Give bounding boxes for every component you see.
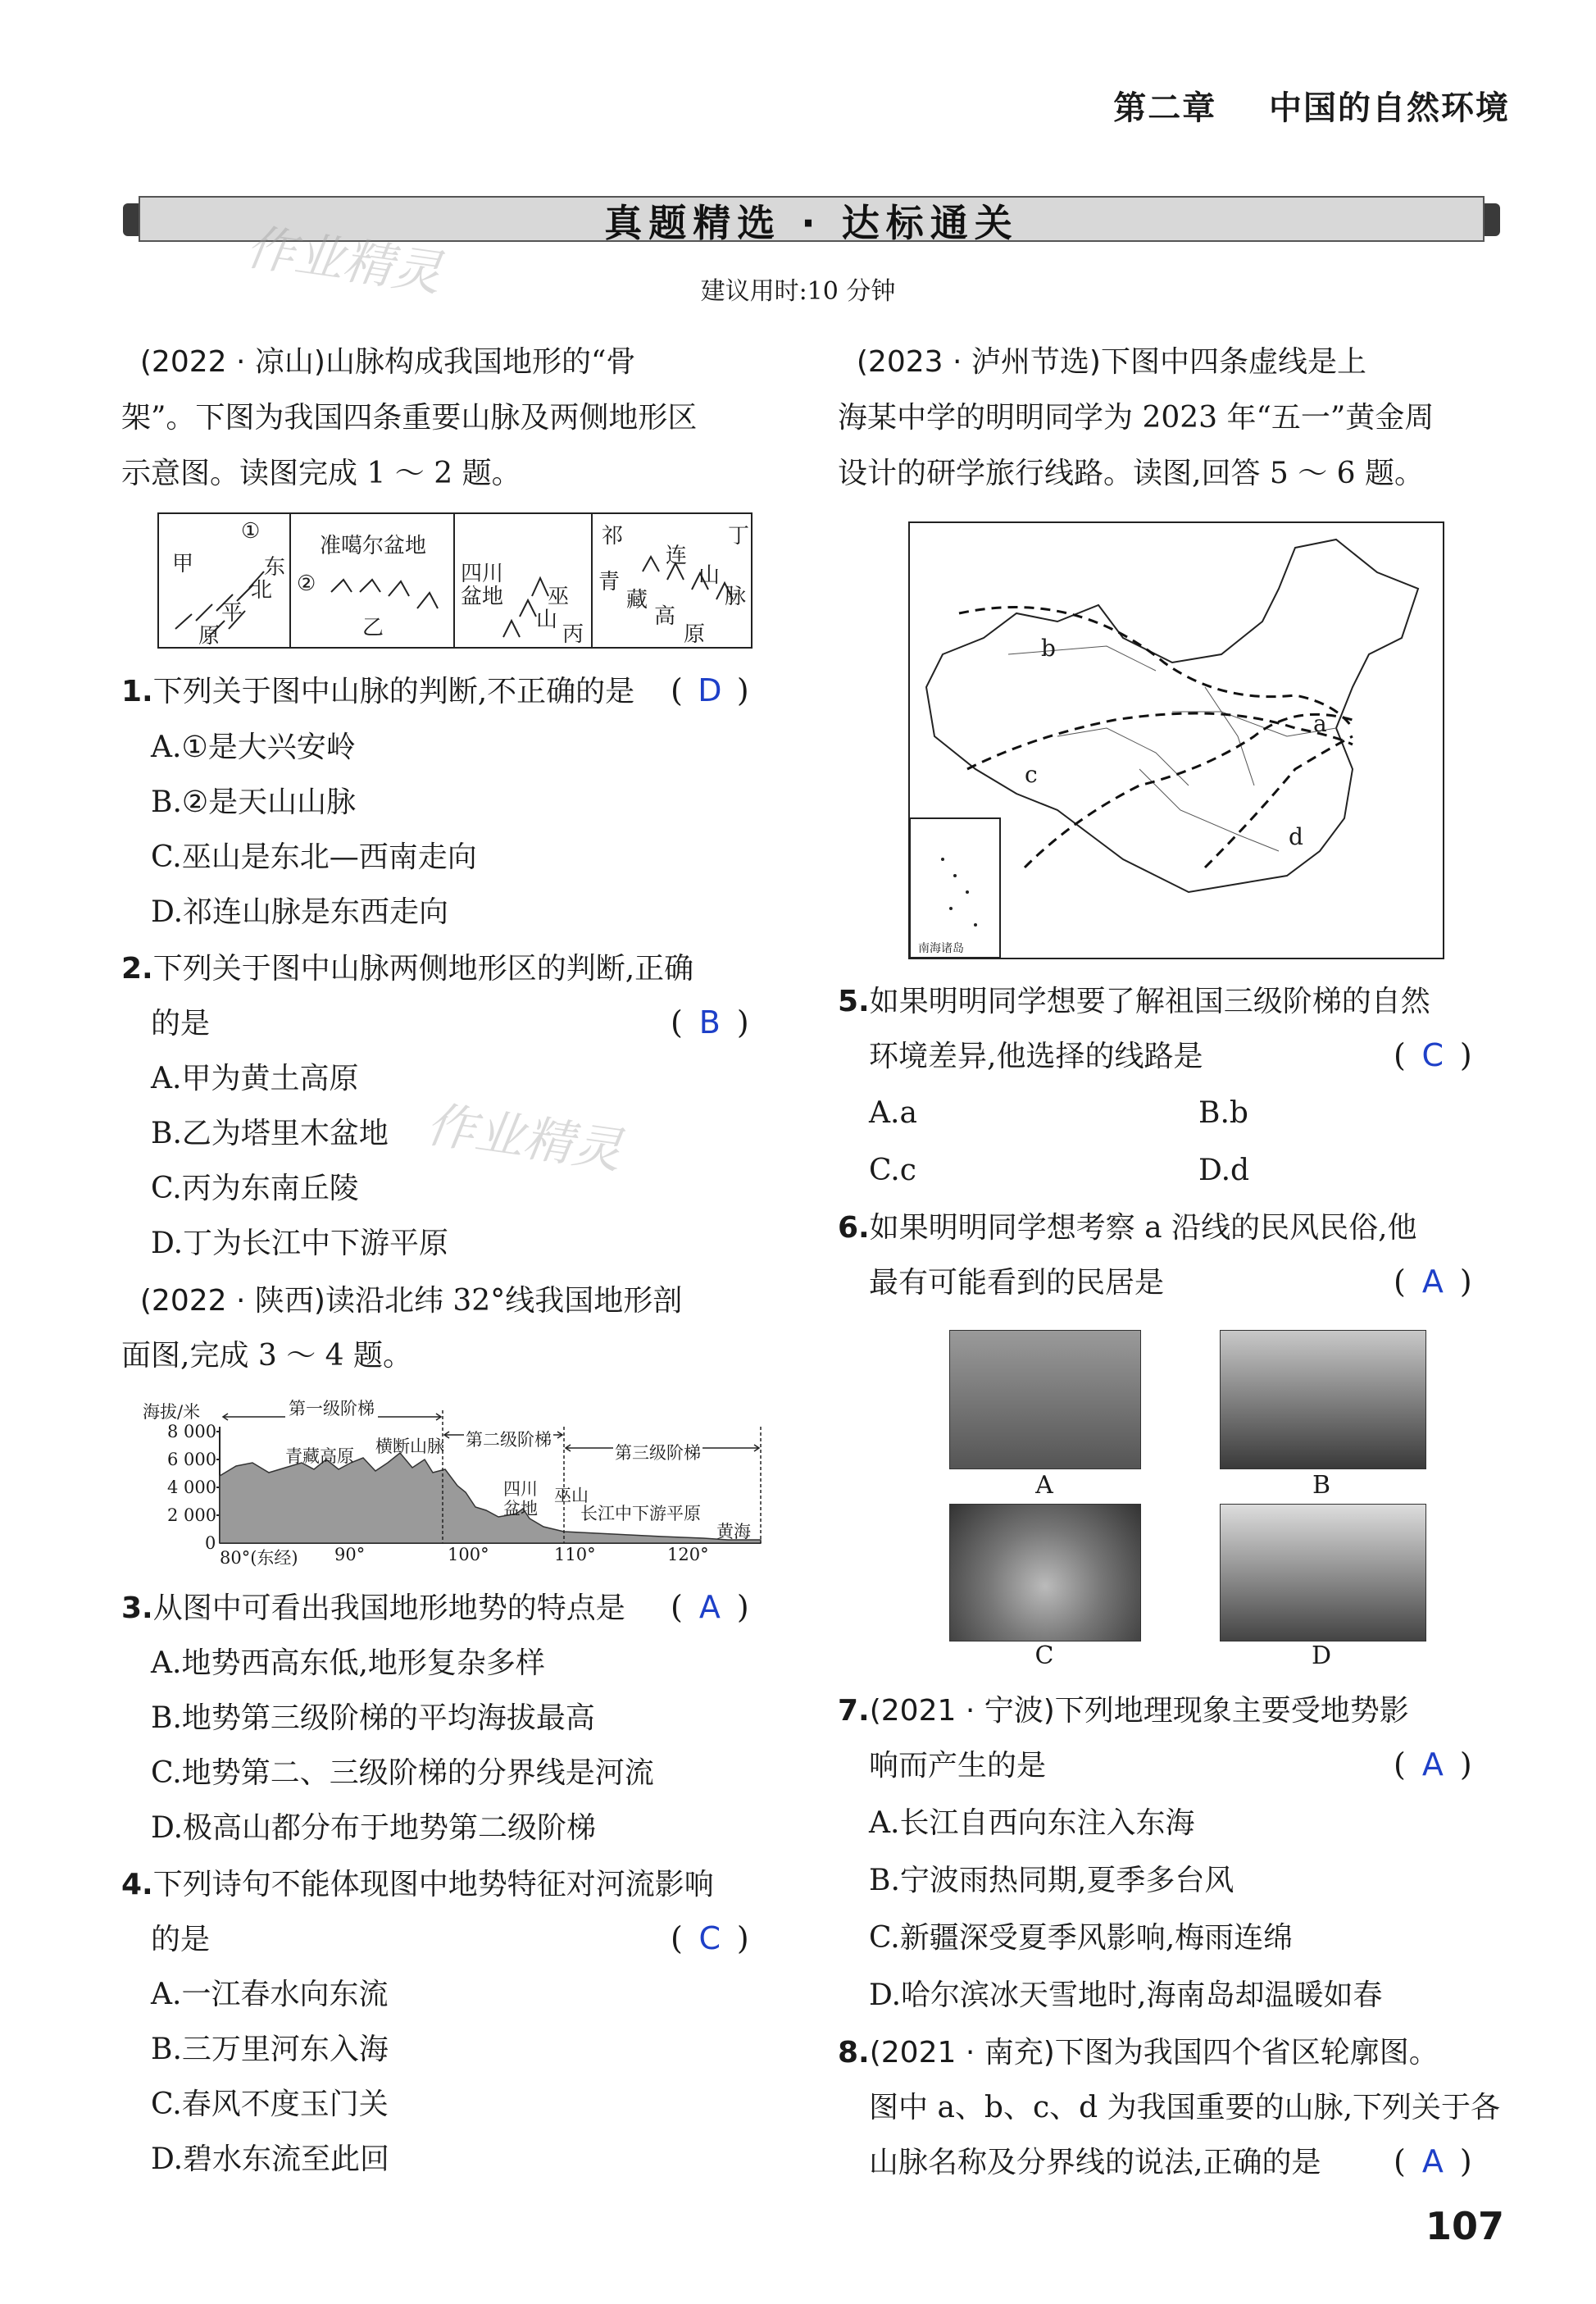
xtick-110: 110° xyxy=(554,1545,596,1564)
q5-option-a: A.a xyxy=(869,1096,917,1130)
intro-1-line-1: (2022 · 凉山)山脉构成我国地形的“骨 xyxy=(139,345,636,379)
photo-c xyxy=(949,1504,1141,1641)
question-5: 5.如果明明同学想要了解祖国三级阶梯的自然 xyxy=(838,985,1430,1018)
question-2: 2.下列关于图中山脉两侧地形区的判断,正确 xyxy=(121,952,694,986)
question-5-line-2: 环境差异,他选择的线路是 xyxy=(869,1040,1203,1073)
q2-option-a: A.甲为黄土高原 xyxy=(151,1062,359,1095)
label-mai: 脉 xyxy=(725,585,747,609)
label-wu: 巫 xyxy=(548,585,570,609)
xtick-80: 80°(东经) xyxy=(220,1548,298,1568)
ytick-4000: 4 000 xyxy=(167,1478,217,1497)
label-lian: 连 xyxy=(666,544,688,568)
question-6-line-2: 最有可能看到的民居是 xyxy=(869,1266,1165,1300)
intro-2-line-2: 面图,完成 3 ～ 4 题。 xyxy=(121,1339,413,1373)
chapter-title: 中国的自然环境 xyxy=(1269,89,1510,127)
intro-1-source: (2022 · 凉山) xyxy=(139,345,325,379)
label-dong: 东 xyxy=(264,555,286,580)
question-8-line-2: 图中 a、b、c、d 为我国重要的山脉,下列关于各 xyxy=(869,2091,1501,2124)
xtick-100: 100° xyxy=(448,1545,489,1564)
label-gao: 高 xyxy=(654,604,676,629)
watermark: 作业精灵 xyxy=(242,218,446,303)
q5-option-d: D.d xyxy=(1198,1154,1250,1187)
photo-a-caption: A xyxy=(1035,1471,1053,1500)
ytick-0: 0 xyxy=(205,1533,216,1553)
question-8: 8.(2021 · 南充)下图为我国四个省区轮廓图。 xyxy=(838,2036,1439,2070)
xtick-90: 90° xyxy=(334,1545,366,1564)
intro-1-line-2: 架”。下图为我国四条重要山脉及两侧地形区 xyxy=(121,401,698,435)
mountain-diagram xyxy=(157,512,753,649)
label-yuan2: 原 xyxy=(684,622,706,647)
watermark: 作业精灵 xyxy=(422,1095,626,1181)
q4-option-d: D.碧水东流至此回 xyxy=(151,2142,390,2176)
label-shan2: 山 xyxy=(698,563,721,588)
profile-ylabel: 海拔/米 xyxy=(143,1402,201,1422)
label-sichuan: 四川 xyxy=(461,562,504,586)
label-qingzang: 青藏高原 xyxy=(285,1446,354,1466)
q3-option-a: A.地势西高东低,地形复杂多样 xyxy=(151,1646,545,1680)
label-wushan: 巫山 xyxy=(554,1486,589,1505)
chapter-header xyxy=(1113,82,1510,129)
intro-3-line-1: (2023 · 泸州节选)下图中四条虚线是上 xyxy=(856,345,1366,379)
photo-b xyxy=(1220,1330,1426,1469)
terrain-profile xyxy=(138,1394,769,1568)
q4-option-b: B.三万里河东入海 xyxy=(151,2033,389,2066)
label-bing: 丙 xyxy=(562,622,584,647)
photo-b-caption: B xyxy=(1312,1471,1331,1500)
question-3: 3.从图中可看出我国地形地势的特点是 xyxy=(121,1591,625,1625)
question-2-line-2: 的是 xyxy=(151,1007,211,1040)
chapter-number: 第二章 xyxy=(1113,89,1217,127)
q2-option-d: D.丁为长江中下游平原 xyxy=(151,1227,449,1260)
intro-3-line-2: 海某中学的明明同学为 2023 年“五一”黄金周 xyxy=(838,401,1435,435)
label-circle-1: ① xyxy=(241,519,261,544)
step-2-label: 第二级阶梯 xyxy=(464,1427,553,1451)
question-8-line-3: 山脉名称及分界线的说法,正确的是 xyxy=(869,2146,1321,2179)
q2-option-c: C.丙为东南丘陵 xyxy=(151,1172,359,1205)
q4-option-c: C.春风不度玉门关 xyxy=(151,2088,389,2121)
label-junggar: 准噶尔盆地 xyxy=(320,534,427,558)
q1-option-b: B.②是天山山脉 xyxy=(151,785,357,819)
label-jia: 甲 xyxy=(172,552,194,576)
ytick-2000: 2 000 xyxy=(167,1505,217,1525)
label-qi: 祁 xyxy=(602,524,624,549)
suggested-time: 建议用时:10 分钟 xyxy=(700,277,896,306)
answer-2: ( B ) xyxy=(671,1004,749,1040)
answer-4: ( C ) xyxy=(671,1920,749,1956)
q1-option-c: C.巫山是东北—西南走向 xyxy=(151,840,477,874)
label-pendi-2: 盆地 xyxy=(503,1499,538,1519)
q2-option-b: B.乙为塔里木盆地 xyxy=(151,1117,389,1150)
label-sichuan-2: 四川 xyxy=(503,1479,538,1499)
q1-option-d: D.祁连山脉是东西走向 xyxy=(151,895,449,929)
label-ping: 平 xyxy=(221,601,243,626)
step-1-label: 第一级阶梯 xyxy=(285,1396,378,1420)
route-label-c: c xyxy=(1025,761,1038,788)
route-label-b: b xyxy=(1041,635,1056,662)
question-4: 4.下列诗句不能体现图中地势特征对河流影响 xyxy=(121,1868,714,1901)
q3-option-c: C.地势第二、三级阶梯的分界线是河流 xyxy=(151,1756,654,1790)
question-4-line-2: 的是 xyxy=(151,1923,211,1956)
label-circle-2: ② xyxy=(297,571,316,596)
photo-d-caption: D xyxy=(1311,1641,1332,1670)
question-7-line-2: 响而产生的是 xyxy=(869,1749,1047,1783)
photo-a xyxy=(949,1330,1141,1469)
china-route-map xyxy=(908,521,1444,959)
answer-5: ( C ) xyxy=(1394,1037,1472,1073)
xtick-120: 120° xyxy=(667,1545,709,1564)
q7-option-b: B.宁波雨热同期,夏季多台风 xyxy=(869,1864,1235,1897)
photo-d xyxy=(1220,1504,1426,1641)
answer-1: ( D ) xyxy=(671,672,749,708)
label-bei: 北 xyxy=(251,578,273,603)
label-yuan: 原 xyxy=(198,624,221,649)
label-hengduan: 横断山脉 xyxy=(375,1437,444,1456)
photo-c-caption: C xyxy=(1034,1641,1054,1670)
q7-option-c: C.新疆深受夏季风影响,梅雨连绵 xyxy=(869,1921,1294,1955)
q3-option-b: B.地势第三级阶梯的平均海拔最高 xyxy=(151,1701,595,1735)
label-qing: 青 xyxy=(598,570,621,594)
q5-option-c: C.c xyxy=(869,1154,916,1187)
q7-option-d: D.哈尔滨冰天雪地时,海南岛却温暖如春 xyxy=(869,1978,1383,2012)
label-shan: 山 xyxy=(536,608,558,632)
label-huanghai: 黄海 xyxy=(716,1522,751,1541)
q5-option-b: B.b xyxy=(1198,1096,1248,1130)
answer-3: ( A ) xyxy=(671,1589,749,1625)
question-6: 6.如果明明同学想考察 a 沿线的民风民俗,他 xyxy=(838,1211,1417,1245)
intro-3-source: (2023 · 泸州节选) xyxy=(856,345,1101,379)
question-7: 7.(2021 · 宁波)下列地理现象主要受地势影 xyxy=(838,1694,1409,1728)
banner-title: 真题精选 · 达标通关 xyxy=(604,201,1019,245)
inset-label: 南海诸岛 xyxy=(918,942,964,955)
q3-option-d: D.极高山都分布于地势第二级阶梯 xyxy=(151,1811,597,1845)
ytick-8000: 8 000 xyxy=(167,1422,217,1441)
q1-option-a: A.①是大兴安岭 xyxy=(151,731,356,764)
answer-6: ( A ) xyxy=(1394,1264,1472,1300)
route-label-a: a xyxy=(1313,710,1327,737)
label-zang: 藏 xyxy=(626,588,648,612)
intro-2-source: (2022 · 陕西) xyxy=(139,1284,325,1318)
page-number: 107 xyxy=(1425,2204,1504,2248)
intro-1-line-3: 示意图。读图完成 1 ～ 2 题。 xyxy=(121,457,521,490)
intro-3-line-3: 设计的研学旅行线路。读图,回答 5 ～ 6 题。 xyxy=(838,457,1425,490)
intro-2-line-1: (2022 · 陕西)读沿北纬 32°线我国地形剖 xyxy=(139,1284,683,1318)
step-3-label: 第三级阶梯 xyxy=(613,1440,703,1464)
question-1: 1.下列关于图中山脉的判断,不正确的是 xyxy=(121,675,635,708)
answer-7: ( A ) xyxy=(1394,1746,1472,1783)
route-label-d: d xyxy=(1289,823,1303,850)
label-yi: 乙 xyxy=(362,616,384,640)
q7-option-a: A.长江自西向东注入东海 xyxy=(869,1806,1195,1840)
label-pendi: 盆地 xyxy=(461,585,504,609)
q4-option-a: A.一江春水向东流 xyxy=(151,1978,389,2011)
label-changjiang-plain: 长江中下游平原 xyxy=(580,1504,701,1523)
label-ding: 丁 xyxy=(728,524,750,549)
ytick-6000: 6 000 xyxy=(167,1450,217,1469)
answer-8: ( A ) xyxy=(1394,2143,1472,2179)
